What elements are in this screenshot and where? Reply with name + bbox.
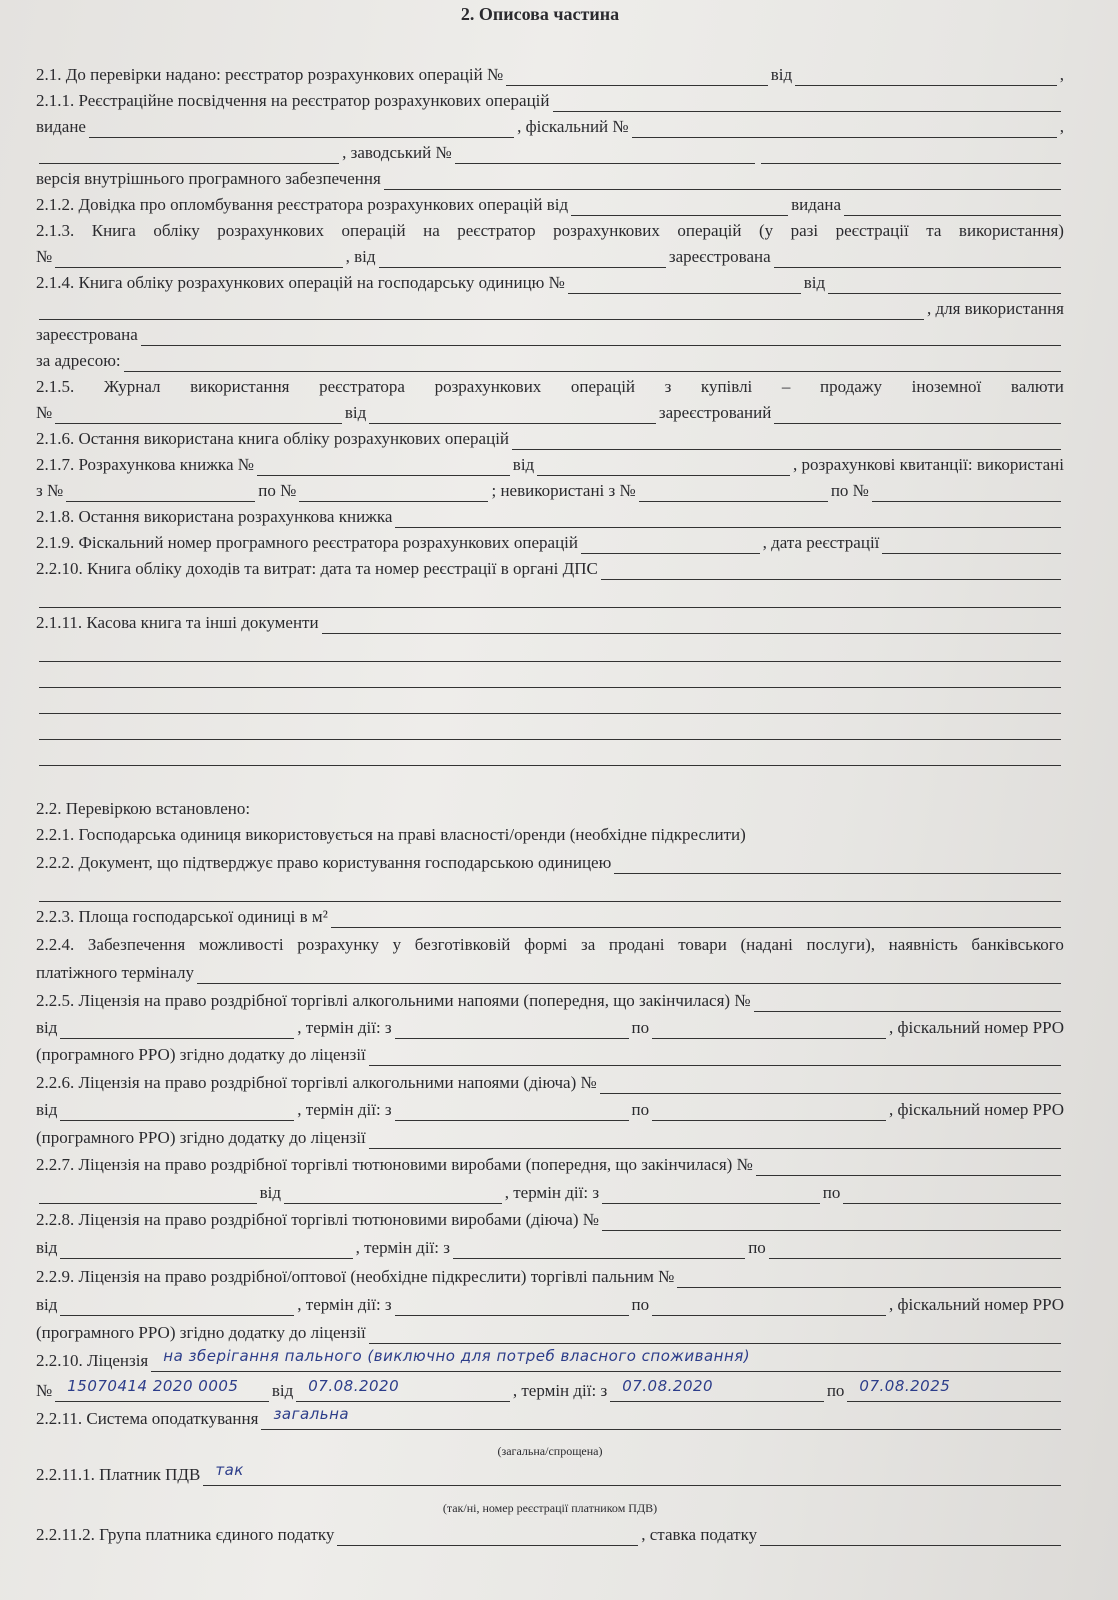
blank-field[interactable] [453,1242,745,1259]
field-label: від [344,403,367,422]
form-line [36,904,1064,928]
blank-field[interactable] [843,1187,1061,1204]
field-label: по № [830,481,869,500]
field-label: від [36,1238,58,1257]
form-line [36,270,1064,294]
filled-field[interactable] [261,1405,1061,1430]
field-label: 2.1.7. Розрахункова книжка № [36,455,254,474]
field-label: 2.2.10. Ліцензія [36,1351,149,1370]
form-line [36,1348,1064,1372]
blank-field[interactable] [369,407,656,424]
label-word: та [926,221,942,240]
blank-field[interactable] [284,1187,502,1204]
field-label: , заводський № [342,143,452,162]
field-label: № [36,403,53,422]
filled-field[interactable] [151,1347,1061,1372]
form-line [36,1320,1064,1344]
field-hint: (так/ні, номер реєстрації платником ПДВ) [442,1501,658,1515]
form-line [36,584,1064,608]
blank-field[interactable] [568,277,801,294]
handwritten-value: 07.08.2020 [622,1377,714,1395]
label-word: використання [190,377,290,396]
label-word: з [664,377,672,396]
blank-field[interactable] [322,617,1061,634]
handwritten-value: 07.08.2025 [859,1377,951,1395]
form-line [36,1522,1064,1546]
field-label: , термін дії: з [512,1381,608,1400]
handwritten-value: загальна [273,1405,350,1423]
blank-field[interactable] [761,147,1061,164]
blank-field[interactable] [602,1214,1061,1231]
label-word: безготівковій [414,935,511,954]
form-line [36,742,1064,766]
label-word: розрахункових [434,377,542,396]
blank-field[interactable] [384,173,1061,190]
field-label: № [36,247,53,266]
field-label: (програмного РРО) згідно додатку до ліцензії [36,1128,366,1147]
blank-field[interactable] [39,147,339,164]
field-label: зареєстрована [36,325,138,344]
blank-field[interactable] [124,355,1061,372]
label-word: 2.2.4. [36,935,75,954]
form-line [36,796,1064,820]
field-label: , дата реєстрації [762,533,880,552]
field-hint: (загальна/спрощена) [497,1444,603,1458]
blank-field[interactable] [774,251,1061,268]
blank-field[interactable] [872,485,1061,502]
blank-field[interactable] [828,277,1061,294]
form-line [36,850,1064,874]
blank-field[interactable] [774,407,1061,424]
field-label: , від [345,247,376,266]
blank-field[interactable] [795,69,1057,86]
blank-field[interactable] [39,885,1061,902]
blank-field[interactable] [337,1529,638,1546]
field-label: 2.2.5. Ліцензія на право роздрібної торгівлі алкогольними напоями (попередня, що закінчилася) № [36,991,751,1010]
blank-field[interactable] [632,121,1057,138]
handwritten-value: 15070414 2020 0005 [67,1377,239,1395]
field-label: ; невикористані з № [491,481,636,500]
blank-field[interactable] [769,1242,1061,1259]
field-label: , фіскальний номер РРО [889,1100,1065,1119]
form-line [36,400,1064,424]
form-line [36,690,1064,714]
label-word: 2.1.5. [36,377,75,396]
field-label: , термін дії: з [297,1100,392,1119]
field-label: 2.2.7. Ліцензія на право роздрібної торгівлі тютюновими виробами (попередня, що закінчилася) № [36,1155,753,1174]
label-word: у [392,935,402,954]
filled-field[interactable] [847,1377,1061,1402]
blank-field[interactable] [581,537,760,554]
blank-field[interactable] [60,1299,294,1316]
form-line [36,140,1064,164]
form-line [36,218,1064,242]
field-label: від [770,65,793,84]
form-line [36,960,1064,984]
blank-field[interactable] [60,1242,352,1259]
field-label: 2.2.8. Ліцензія на право роздрібної торгівлі тютюновими виробами (діюча) № [36,1210,599,1229]
blank-field[interactable] [39,591,1061,608]
blank-field[interactable] [652,1104,886,1121]
form-line [36,1180,1064,1204]
form-line [36,1152,1064,1176]
blank-field[interactable] [882,537,1061,554]
field-label: 2.1.6. Остання використана книга обліку розрахункових операцій [36,429,510,448]
form-line [36,114,1064,138]
form-line [36,296,1064,320]
label-word: реєстрації [835,221,909,240]
field-label: по [631,1295,650,1314]
field-label: платіжного терміналу [36,963,194,982]
blank-field[interactable] [369,1327,1061,1344]
field-label: , для використання [926,299,1064,318]
form-line [36,716,1064,740]
form-line [36,822,1064,846]
filled-field[interactable] [203,1461,1061,1486]
field-label: 2.2. Перевіркою встановлено: [36,799,251,818]
blank-field[interactable] [39,749,1061,766]
field-label: 2.1.11. Касова книга та інші документи [36,613,319,632]
label-word: (у [758,221,774,240]
field-label: , фіскальний номер РРО [889,1018,1065,1037]
form-line [36,638,1064,662]
label-word: Журнал [103,377,161,396]
blank-field[interactable] [614,857,1061,874]
form-line [36,374,1064,398]
handwritten-value: 07.08.2020 [308,1377,400,1395]
label-word: іноземної [911,377,982,396]
label-word: формі [524,935,568,954]
blank-field[interactable] [754,995,1061,1012]
field-label: 2.2.11.1. Платник ПДВ [36,1465,201,1484]
form-line [36,166,1064,190]
label-word: разі [790,221,819,240]
label-word: Забезпечення [87,935,186,954]
field-label: 2.2.2. Документ, що підтверджує право користування господарською одиницею [36,853,612,872]
blank-field[interactable] [553,95,1061,112]
field-label: 2.1. До перевірки надано: реєстратор розрахункових операцій № [36,65,504,84]
field-label: , термін дії: з [297,1295,392,1314]
form-line [36,1042,1064,1066]
field-label: 2.2.6. Ліцензія на право роздрібної торгівлі алкогольними напоями (діюча) № [36,1073,597,1092]
form-line [36,1070,1064,1094]
label-word: розрахункових [553,221,660,240]
blank-field[interactable] [379,251,666,268]
field-label: від [36,1100,58,1119]
field-label: (програмного РРО) згідно додатку до ліцензії [36,1045,366,1064]
blank-field[interactable] [395,1104,629,1121]
label-word: продажу [819,377,883,396]
label-word: обліку [153,221,200,240]
blank-field[interactable] [55,251,342,268]
field-label: від [36,1295,58,1314]
label-word: розрахункових [217,221,324,240]
field-label: 2.2.10. Книга обліку доходів та витрат: дата та номер реєстрації в органі ДПС [36,559,598,578]
field-label: № [36,1381,53,1400]
blank-field[interactable] [600,1077,1061,1094]
label-word: валюти [1010,377,1064,396]
label-word: на [423,221,440,240]
blank-field[interactable] [395,511,1061,528]
label-word: можливості [198,935,284,954]
field-label: версія внутрішнього програмного забезпечення [36,169,381,188]
field-label: по [748,1238,766,1257]
blank-field[interactable] [455,147,755,164]
field-label: 2.1.1. Реєстраційне посвідчення на реєстратор розрахункових операцій [36,91,550,110]
label-word: банківського [971,935,1064,954]
form-line [36,1207,1064,1231]
blank-field[interactable] [602,1187,820,1204]
form-line [36,244,1064,268]
form-line [36,1264,1064,1288]
field-label: , термін дії: з [504,1183,600,1202]
form-line [36,1378,1064,1402]
field-label: 2.2.9. Ліцензія на право роздрібної/оптової (необхідне підкреслити) торгівлі пальним № [36,1267,675,1286]
blank-field[interactable] [60,1104,294,1121]
field-label: , термін дії: з [297,1018,392,1037]
label-word: товари [678,935,727,954]
blank-field[interactable] [55,407,342,424]
field-label: , [1059,117,1065,136]
blank-field[interactable] [141,329,1061,346]
field-label: 2.1.9. Фіскальний номер програмного реєстратора розрахункових операцій [36,533,578,552]
field-label: зареєстрована [668,247,771,266]
blank-field[interactable] [39,697,1061,714]
field-label: , термін дії: з [355,1238,450,1257]
blank-field[interactable] [395,1299,629,1316]
field-label: видана [791,195,842,214]
label-word: операцій [341,221,406,240]
form-line [36,348,1064,372]
field-label: зареєстрований [658,403,772,422]
blank-field[interactable] [369,1132,1061,1149]
field-label: , розрахункові квитанції: використані [793,455,1064,474]
field-label: від [36,1018,58,1037]
label-word: використання) [958,221,1064,240]
blank-field[interactable] [39,1187,257,1204]
blank-field[interactable] [299,485,488,502]
field-label: , ставка податку [641,1525,758,1544]
field-label: по № [258,481,297,500]
blank-field[interactable] [89,121,514,138]
field-label: від [512,455,535,474]
label-word: продані [608,935,665,954]
blank-field[interactable] [677,1271,1061,1288]
label-word: 2.1.3. [36,221,75,240]
blank-field[interactable] [756,1159,1061,1176]
blank-field[interactable] [601,563,1061,580]
form-line [36,878,1064,902]
blank-field[interactable] [506,69,768,86]
blank-field[interactable] [652,1299,886,1316]
blank-field[interactable] [66,485,255,502]
form-line [36,664,1064,688]
label-word: реєстратора [319,377,405,396]
blank-field[interactable] [760,1529,1061,1546]
filled-field[interactable] [296,1377,510,1402]
field-label: , фіскальний № [517,117,629,136]
field-label: по [822,1183,841,1202]
field-label: (програмного РРО) згідно додатку до ліцензії [36,1323,366,1342]
blank-field[interactable] [639,485,828,502]
form-line [36,610,1064,634]
form-line [36,322,1064,346]
label-word: (надані [740,935,793,954]
form-line [36,988,1064,1012]
field-label: з № [36,481,64,500]
field-label: 2.1.2. Довідка про опломбування реєстратора розрахункових операцій від [36,195,569,214]
blank-field[interactable] [39,645,1061,662]
form-line [36,530,1064,554]
form-line [36,1292,1064,1316]
form-line [36,478,1064,502]
form-line [36,932,1064,956]
blank-field[interactable] [60,1022,294,1039]
field-label: від [259,1183,282,1202]
form-line [36,452,1064,476]
form-line [36,1235,1064,1259]
form-line [36,1438,1064,1462]
field-label: 2.2.1. Господарська одиниця використовується на праві власності/оренди (необхідне підкреслити) [36,825,746,844]
field-label: видане [36,117,86,136]
form-line [36,1462,1064,1486]
field-label: від [803,273,826,292]
field-label: 2.1.4. Книга обліку розрахункових операцій на господарську одиницю № [36,273,565,292]
label-word: за [580,935,596,954]
field-label: , фіскальний номер РРО [889,1295,1065,1314]
field-label: 2.2.11. Система оподаткування [36,1409,259,1428]
filled-field[interactable] [55,1377,269,1402]
blank-field[interactable] [537,459,790,476]
blank-field[interactable] [369,1049,1061,1066]
handwritten-value: так [215,1461,244,1479]
field-label: 2.2.3. Площа господарської одиниці в м² [36,907,328,926]
form-line [36,192,1064,216]
form-line [36,1495,1064,1519]
field-label: 2.1.8. Остання використана розрахункова книжка [36,507,393,526]
label-word: наявність [888,935,958,954]
blank-field[interactable] [197,967,1061,984]
form-line [36,1406,1064,1430]
filled-field[interactable] [610,1377,824,1402]
blank-field[interactable] [39,671,1061,688]
field-label: 2.2.11.2. Група платника єдиного податку [36,1525,335,1544]
form-line [36,1097,1064,1121]
blank-field[interactable] [512,433,1061,450]
blank-field[interactable] [39,723,1061,740]
label-word: операцій [570,377,636,396]
label-word: купівлі [700,377,753,396]
label-word: послуги), [806,935,876,954]
label-word: розрахунку [297,935,379,954]
field-label: по [631,1018,650,1037]
field-label: , [1059,65,1065,84]
field-label: від [271,1381,294,1400]
form-line [36,88,1064,112]
form-line [36,62,1064,86]
field-label: за адресою: [36,351,121,370]
label-word: реєстратор [457,221,536,240]
handwritten-value: на зберігання пального (виключно для потреб власного споживання) [163,1347,751,1365]
label-word: Книга [91,221,136,240]
form-line [36,1015,1064,1039]
form-line [36,1125,1064,1149]
blank-field[interactable] [652,1022,886,1039]
blank-field[interactable] [395,1022,629,1039]
label-word: – [781,377,791,396]
blank-field[interactable] [331,911,1061,928]
field-label: по [631,1100,650,1119]
blank-field[interactable] [257,459,510,476]
blank-field[interactable] [571,199,788,216]
form-line [36,504,1064,528]
field-label: по [826,1381,845,1400]
form-line [36,426,1064,450]
label-word: операцій [677,221,742,240]
section-title: 2. Описова частина [460,4,620,24]
blank-field[interactable] [844,199,1061,216]
blank-field[interactable] [39,303,924,320]
form-line [36,556,1064,580]
